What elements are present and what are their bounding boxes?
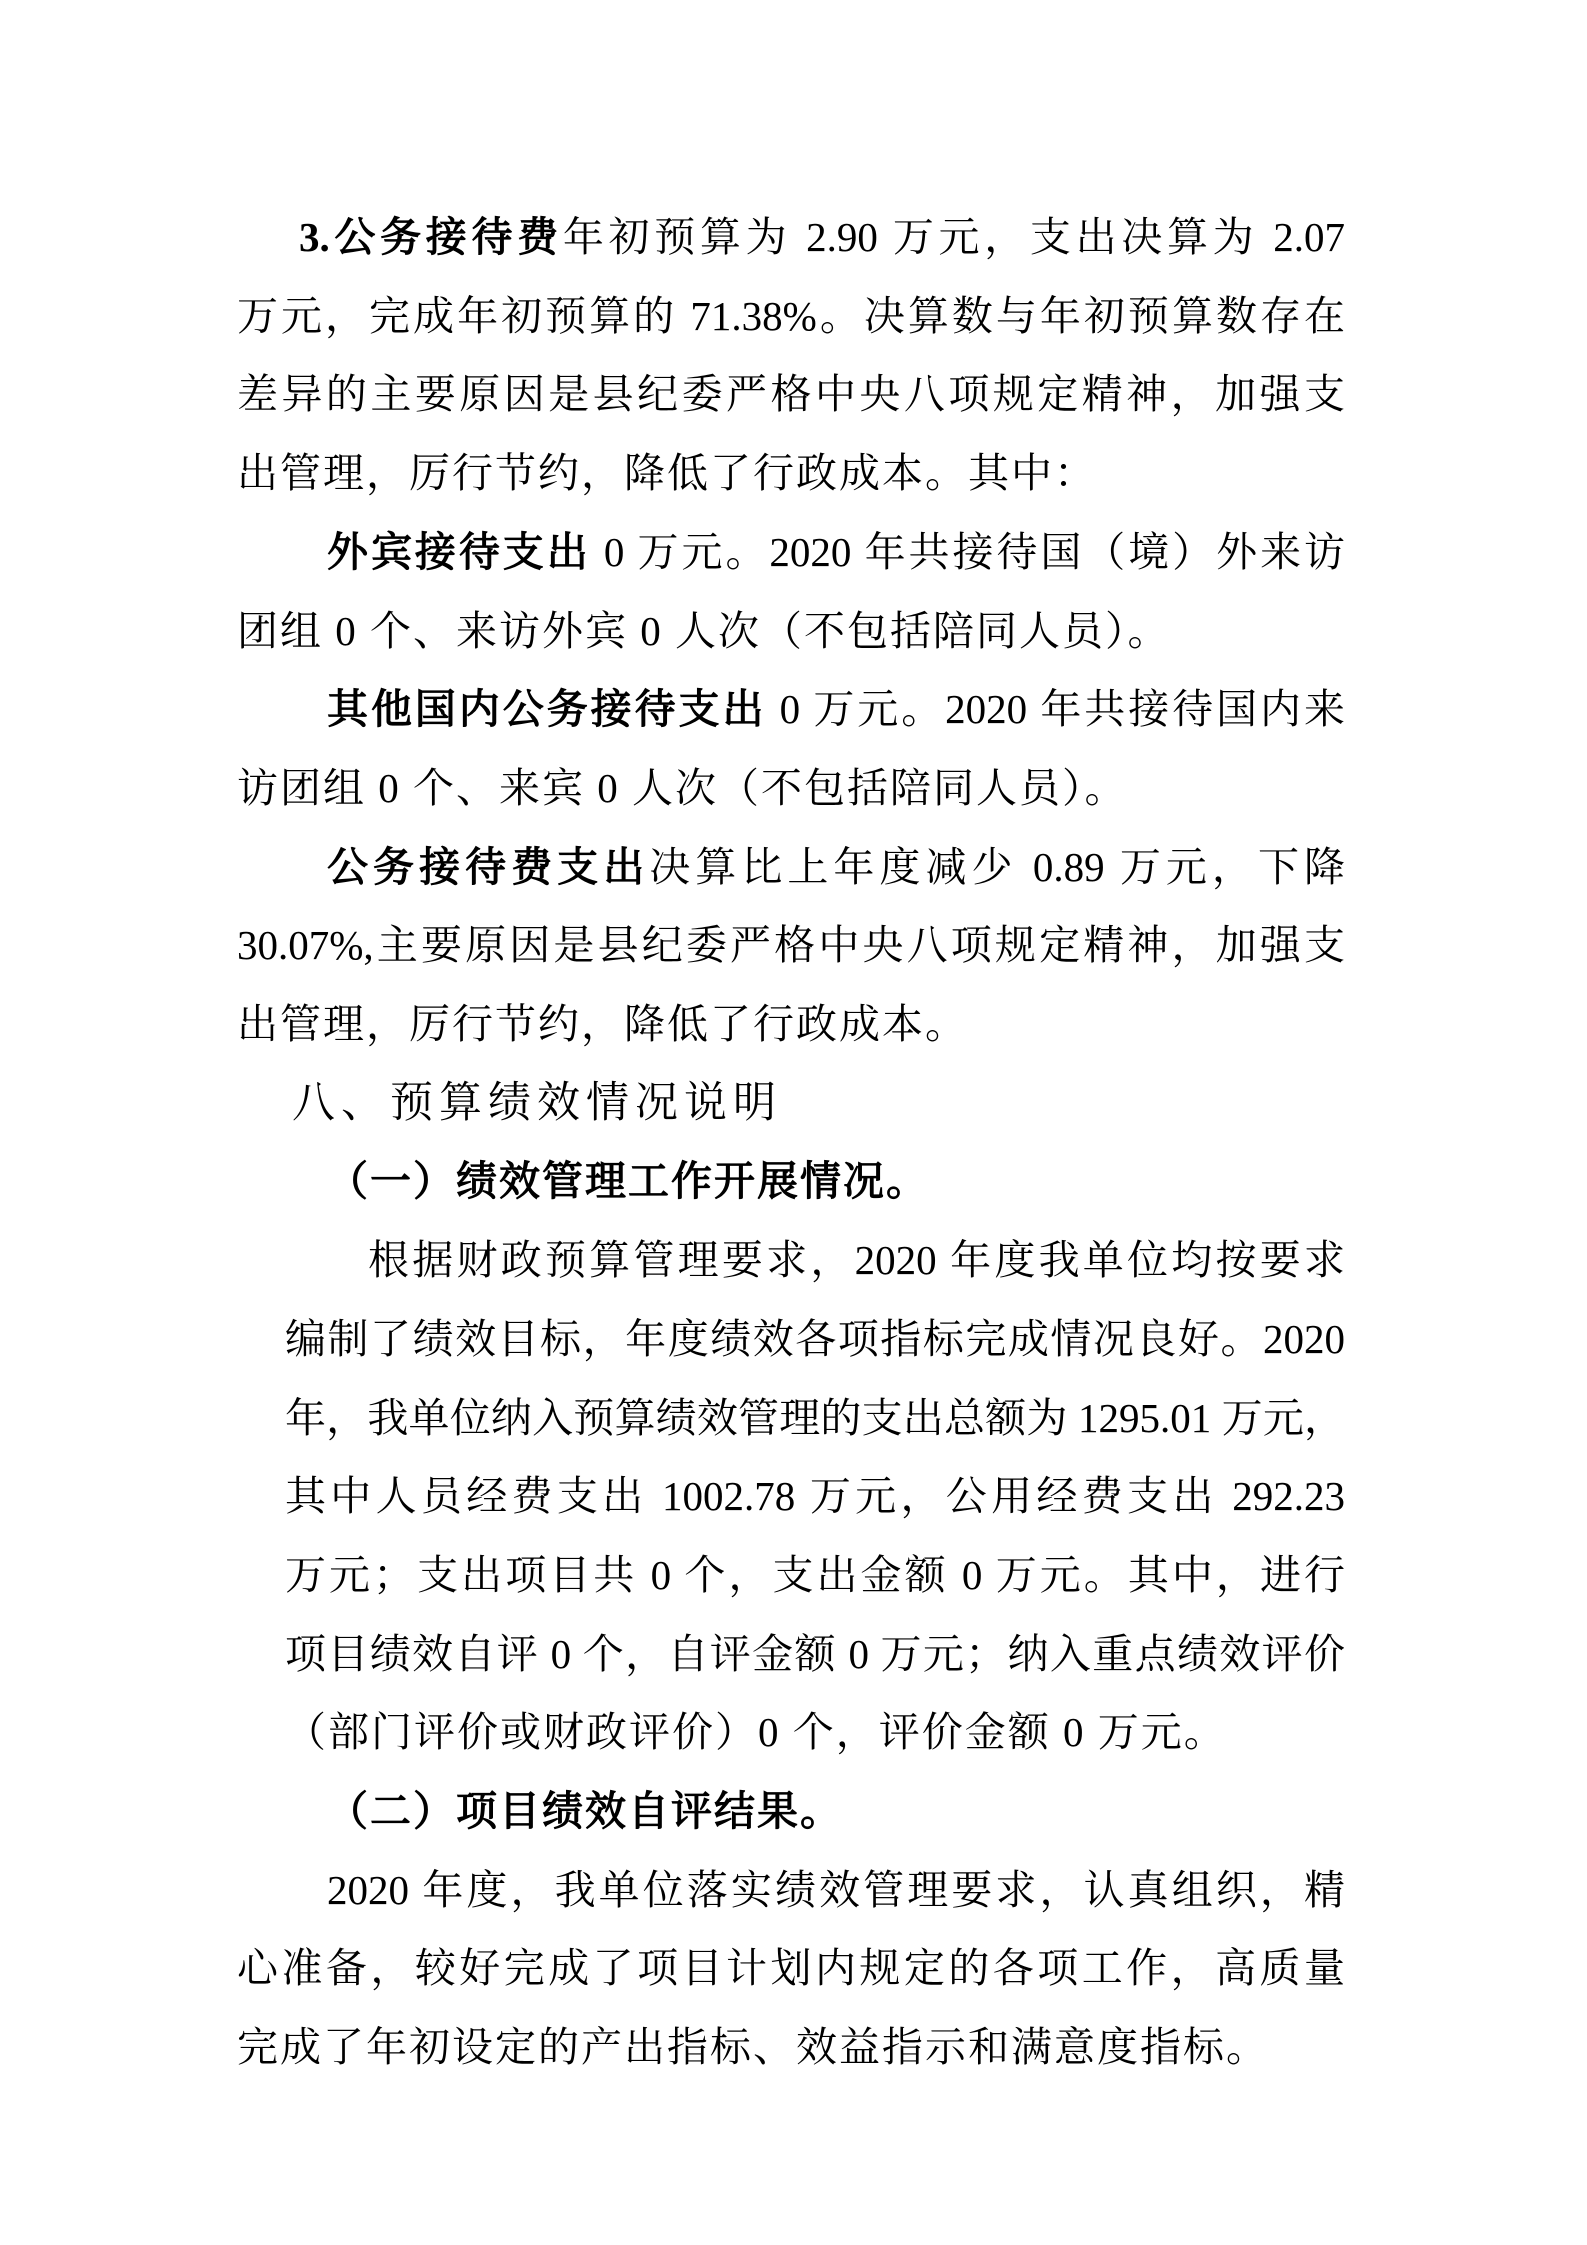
bold-lead: 3.公务接待费 bbox=[299, 214, 563, 260]
heading-text: 八、预算绩效情况说明 bbox=[292, 1077, 782, 1128]
body-line bbox=[285, 1693, 1345, 1772]
body-line bbox=[237, 2008, 1345, 2087]
body-line bbox=[285, 1536, 1345, 1615]
line-text: 差异的主要原因是县纪委严格中央八项规定精神，加强支 bbox=[237, 371, 1345, 418]
bold-lead: 外宾接待支出 bbox=[327, 528, 591, 575]
line-text: （部门评价或财政评价）0 个，评价金额 0 万元。 bbox=[285, 1709, 1227, 1756]
heading-text: （一）绩效管理工作开展情况。 bbox=[327, 1158, 929, 1205]
line-text: 30.07%,主要原因是县纪委严格中央八项规定精神，加强支 bbox=[237, 922, 1345, 969]
document-body bbox=[237, 198, 1345, 2087]
heading-text: （二）项目绩效自评结果。 bbox=[327, 1788, 843, 1835]
line-text: 0 万元。2020 年共接待国内来 bbox=[766, 686, 1346, 733]
body-line bbox=[237, 198, 1345, 277]
line-text: 年，我单位纳入预算绩效管理的支出总额为 1295.01 万元， bbox=[285, 1394, 1345, 1441]
subsection-heading bbox=[237, 1772, 1345, 1851]
line-text: 决算比上年度减少 0.89 万元，下降 bbox=[649, 843, 1345, 890]
bold-lead: 公务接待费支出 bbox=[327, 843, 650, 890]
line-text: 心准备，较好完成了项目计划内规定的各项工作，高质量 bbox=[237, 1945, 1345, 1992]
body-line bbox=[237, 670, 1345, 749]
body-line bbox=[237, 906, 1345, 985]
bold-lead: 其他国内公务接待支出 bbox=[327, 686, 767, 733]
subsection-heading bbox=[237, 1142, 1345, 1221]
body-line bbox=[285, 1615, 1345, 1694]
line-text: 万元；支出项目共 0 个，支出金额 0 万元。其中，进行 bbox=[285, 1551, 1345, 1598]
body-line bbox=[285, 1379, 1345, 1458]
line-text: 团组 0 个、来访外宾 0 人次（不包括陪同人员）。 bbox=[237, 607, 1171, 654]
line-text: 2020 年度，我单位落实绩效管理要求，认真组织，精 bbox=[327, 1866, 1345, 1913]
line-text: 访团组 0 个、来宾 0 人次（不包括陪同人员）。 bbox=[237, 764, 1128, 811]
body-line bbox=[237, 1929, 1345, 2008]
body-line bbox=[237, 434, 1345, 513]
body-line bbox=[237, 513, 1345, 592]
body-line bbox=[237, 749, 1345, 828]
line-text: 出管理，厉行节约，降低了行政成本。 bbox=[237, 1001, 968, 1048]
body-line bbox=[285, 1300, 1345, 1379]
line-text: 其中人员经费支出 1002.78 万元，公用经费支出 292.23 bbox=[285, 1473, 1345, 1520]
body-line bbox=[285, 1457, 1345, 1536]
line-text: 根据财政预算管理要求，2020 年度我单位均按要求 bbox=[368, 1237, 1345, 1284]
body-line bbox=[237, 985, 1345, 1064]
body-line bbox=[237, 1851, 1345, 1930]
line-text: 0 万元。2020 年共接待国（境）外来访 bbox=[590, 528, 1346, 575]
line-text: 完成了年初设定的产出指标、效益指示和满意度指标。 bbox=[237, 2024, 1269, 2071]
body-line bbox=[237, 828, 1345, 907]
body-line bbox=[237, 592, 1345, 671]
body-line bbox=[285, 1221, 1345, 1300]
body-line bbox=[237, 277, 1345, 356]
line-text: 年初预算为 2.90 万元，支出决算为 2.07 bbox=[562, 214, 1346, 260]
line-text: 编制了绩效目标，年度绩效各项指标完成情况良好。2020 bbox=[285, 1315, 1345, 1362]
line-text: 万元，完成年初预算的 71.38%。决算数与年初预算数存在 bbox=[237, 292, 1345, 339]
section-heading bbox=[237, 1064, 1345, 1143]
body-line bbox=[237, 355, 1345, 434]
line-text: 项目绩效自评 0 个，自评金额 0 万元；纳入重点绩效评价 bbox=[285, 1630, 1345, 1677]
line-text: 出管理，厉行节约，降低了行政成本。其中： bbox=[237, 450, 1097, 497]
